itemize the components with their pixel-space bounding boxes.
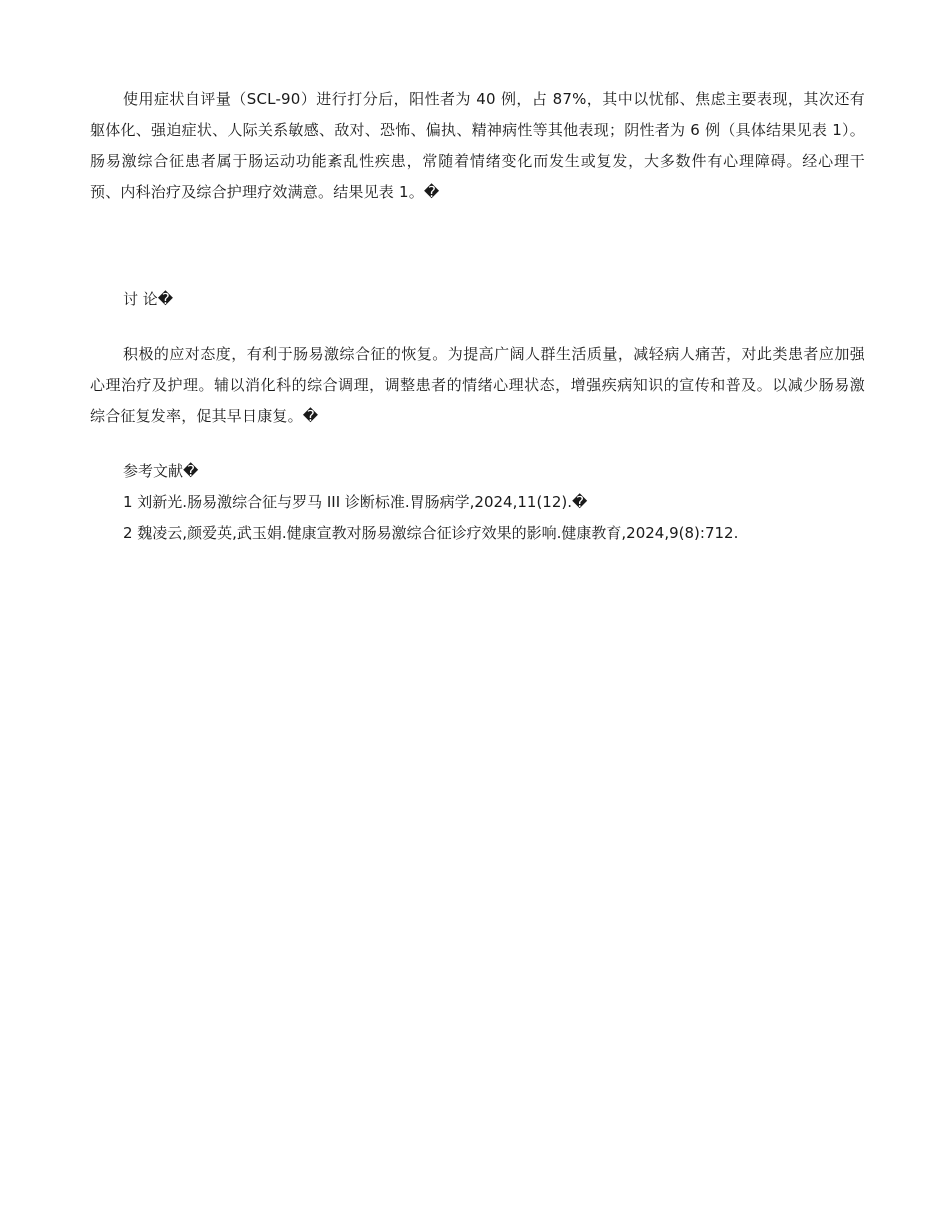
discussion-paragraph: 积极的应对态度，有利于肠易激综合征的恢复。为提高广阔人群生活质量，减轻病人痛苦，对此类患者应加强心理治疗及护理。辅以消化科的综合调理，调整患者的情绪心理状态，增强疾病知识的宣传和普及。以减少肠易激综合征复发率，促其早日康复。� xyxy=(90,345,865,425)
reference-item-2: 2 魏凌云,颜爱英,武玉娟.健康宣教对肠易激综合征诊疗效果的影响.健康教育,2024,9(8):712. xyxy=(123,524,739,542)
discussion-heading: 讨 论� xyxy=(123,290,174,308)
references-heading: 参考文献� xyxy=(123,462,199,480)
reference-item-1: 1 刘新光.肠易激综合征与罗马 III 诊断标准.胃肠病学,2024,11(12).� xyxy=(123,493,588,511)
document-page xyxy=(90,84,865,549)
results-paragraph: 使用症状自评量（SCL-90）进行打分后，阳性者为 40 例，占 87%，其中以忧郁、焦虑主要表现，其次还有躯体化、强迫症状、人际关系敏感、敌对、恐怖、偏执、精神病性等其他表现；阴性者为 6 例（具体结果见表 1）。肠易激综合征患者属于肠运动功能紊乱性疾患，常随着情绪变化而发生或复发，大多数件有心理障碍。经心理干预、内科治疗及综合护理疗效满意。结果见表 1。� xyxy=(90,90,865,201)
reference-list xyxy=(90,487,865,549)
